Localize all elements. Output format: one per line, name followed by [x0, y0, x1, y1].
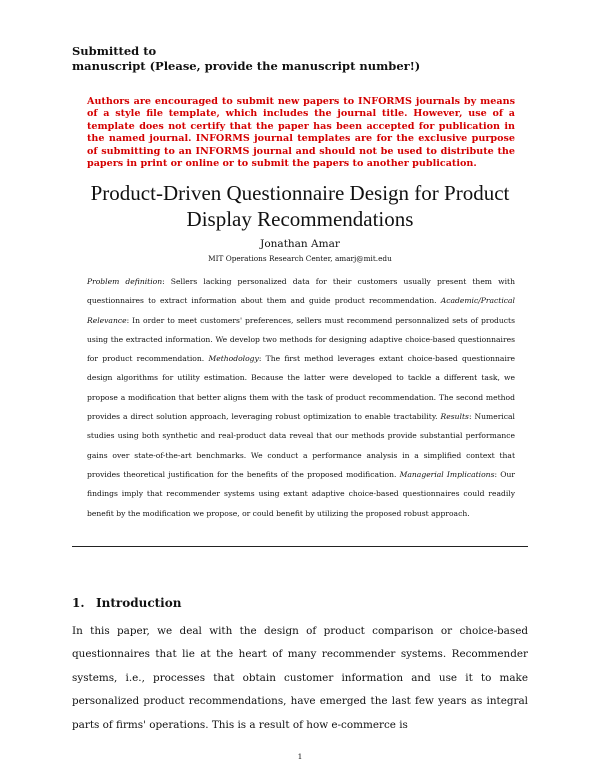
abstract-implications-text: : Our findings imply that recommender systems using extant adaptive choice-based questionnaires could readily benefit by the modification we propose, or could benefit by utilizing the proposed robust approach. [87, 469, 516, 518]
abstract-relevance-label: Academic/Practical Relevance [87, 296, 515, 325]
abstract-implications-label: Managerial Implications [399, 469, 495, 479]
section-number: 1. [72, 596, 85, 610]
template-notice: Authors are encouraged to submit new papers to INFORMS journals by means of a style file template, which includes the journal title. However, use of a template does not certify that the paper has been accepted for publication in the named journal. INFORMS journal templates are for the exclusive purpose of submitting to an INFORMS journal and should not be used to distribute the papers in print or online or to submit the papers to another publication. [87, 96, 515, 170]
abstract-relevance-text: : In order to meet customers' preferences, sellers must recommend personnalized sets of products using the extracted information. We develop two methods for designing adaptive choice-based questionnaires for product recommendation. [87, 315, 515, 364]
abstract-results-text: : Numerical studies using both synthetic and real-product data reveal that our methods provide substantial performance gains over state-of-the-art benchmarks. We conduct a performance analysis in a simplified context that provides theoretical justification for the benefits of the proposed modification. [87, 412, 515, 479]
abstract-method-label: Methodology [208, 354, 259, 364]
abstract [87, 272, 515, 523]
paper-title: Product-Driven Questionnaire Design for Product Display Recommendations [90, 181, 510, 231]
submission-header [72, 44, 420, 74]
page-number: 1 [297, 752, 303, 761]
submitted-to-line: Submitted to [72, 44, 157, 58]
section-title: Introduction [96, 596, 182, 610]
abstract-results-label: Results [440, 412, 469, 422]
abstract-problem-text: : Sellers lacking personalized data for their customers usually present them with questionnaires to extract information about them and guide product recommendation. [87, 277, 515, 306]
author-affiliation: MIT Operations Research Center, amarj@mit.edu [208, 254, 392, 263]
abstract-method-text: : The first method leverages extant choice-based questionnaire design algorithms for utility estimation. Because the latter were developed to tackle a different task, we propose a modification that better aligns them with the task of product recommendation. The second method provides a direct solution approach, leveraging robust optimization to enable tractability. [87, 354, 516, 422]
section-heading [72, 596, 181, 610]
manuscript-line: manuscript (Please, provide the manuscript number!) [72, 59, 421, 73]
intro-paragraph: In this paper, we deal with the design of product comparison or choice-based questionnaires that lie at the heart of many recommender systems. Recommender systems, i.e., processes that obtain customer information and use it to make personalized product recommendations, have emerged the last few years as integral parts of firms' operations. This is a result of how e-commerce is [72, 625, 528, 731]
abstract-divider [72, 546, 528, 547]
author-name: Jonathan Amar [260, 238, 340, 250]
abstract-problem-label: Problem definition [87, 277, 163, 286]
